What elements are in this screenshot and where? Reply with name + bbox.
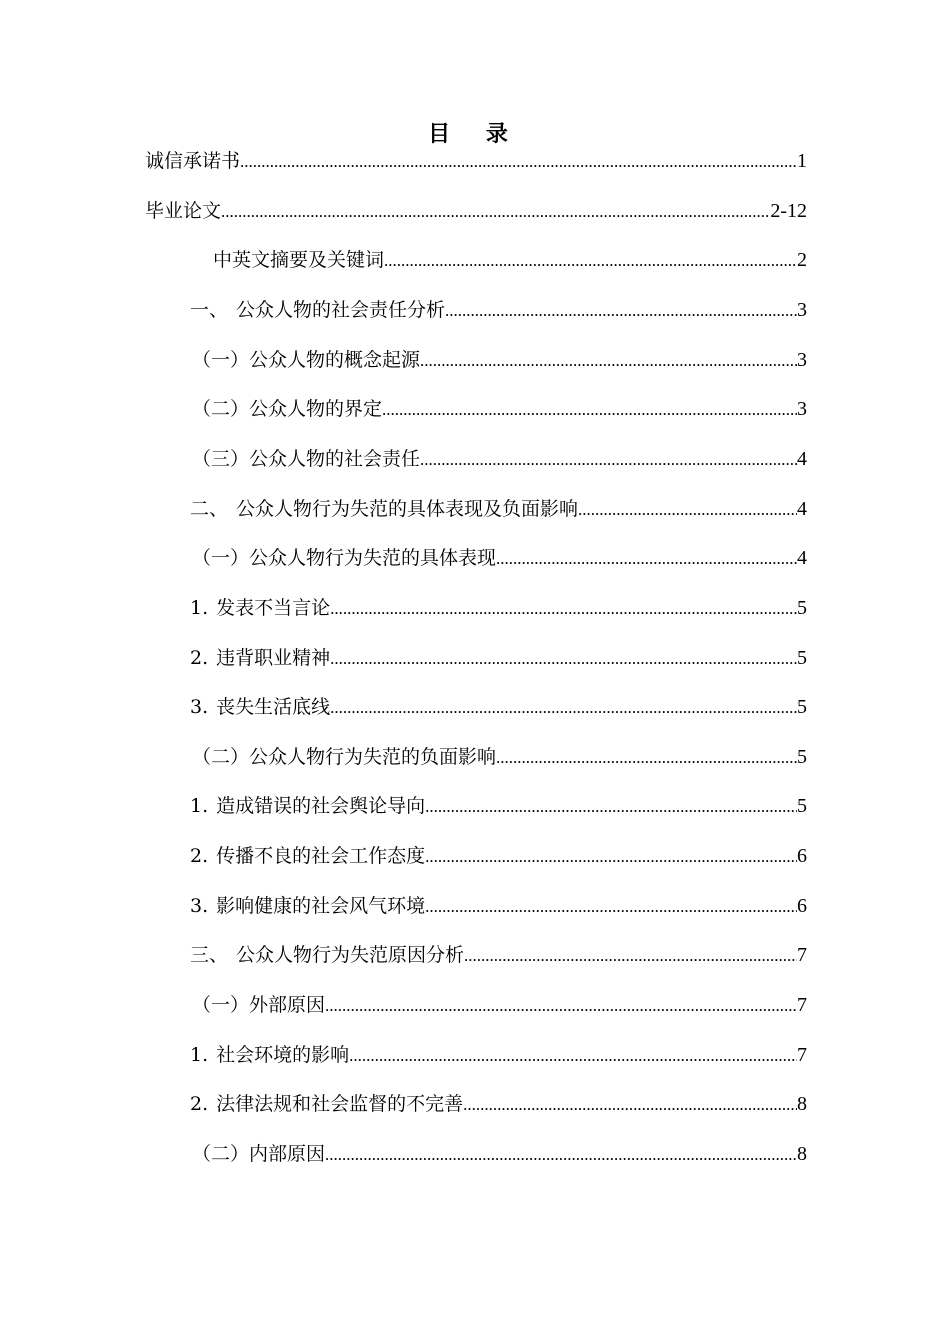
toc-entry [190, 446, 807, 473]
toc-entry-number: 1. [190, 596, 209, 619]
toc-entry-title: 传播不良的社会工作态度 [216, 845, 426, 868]
toc-leader-dots [425, 894, 797, 920]
toc-entry-title: 公众人物行为失范原因分析 [236, 944, 465, 967]
toc-leader-dots [445, 298, 797, 324]
toc-entry [190, 396, 807, 423]
toc-entry-title: 公众人物行为失范的具体表现 [249, 547, 497, 570]
toc-entry [213, 247, 807, 274]
toc-entry-number: 1. [190, 795, 209, 818]
toc-entry-page: 3 [797, 348, 807, 371]
toc-entry-page: 7 [797, 1043, 807, 1066]
toc-entry-title: 毕业论文 [145, 199, 222, 222]
toc-entry-number: 一、 [190, 298, 229, 321]
toc-entry-title: 诚信承诺书 [145, 150, 241, 172]
toc-entry-number: 三、 [190, 944, 229, 967]
toc-leader-dots [384, 248, 797, 274]
toc-entry [145, 148, 807, 175]
toc-entry-number: 2. [190, 1093, 209, 1116]
toc-entry [190, 744, 807, 771]
toc-entry-number: （二） [192, 745, 250, 768]
toc-entry-title: 丧失生活底线 [216, 696, 331, 719]
toc-entry-number: （二） [192, 1143, 250, 1165]
toc-entry-page: 4 [797, 547, 807, 570]
toc-entry-page: 4 [797, 497, 807, 520]
toc-entry [190, 645, 807, 672]
toc-leader-dots [496, 745, 797, 771]
toc-entry-page: 5 [797, 696, 807, 719]
toc-entry [190, 694, 807, 721]
toc-leader-dots [325, 1142, 797, 1168]
toc-entry-title: 公众人物的概念起源 [249, 348, 421, 371]
toc-entry-page: 4 [797, 447, 807, 470]
toc-entry-title: 公众人物行为失范的具体表现及负面影响 [236, 497, 579, 520]
toc-entry-number: 1. [190, 1043, 209, 1066]
toc-entry-number: （一） [192, 348, 250, 371]
toc-entry-page: 5 [797, 646, 807, 669]
toc-entry [190, 496, 807, 523]
toc-entry-page: 8 [797, 1093, 807, 1116]
toc-entry-title: 造成错误的社会舆论导向 [216, 795, 426, 818]
toc-entry-number: 2. [190, 646, 209, 669]
toc-entry [190, 545, 807, 572]
toc-entry-page: 1 [797, 150, 807, 172]
toc-entry [190, 893, 807, 920]
toc-entry [190, 793, 807, 820]
page-title: 目 录 [428, 122, 522, 147]
toc-entry-page: 6 [797, 845, 807, 868]
toc-entry-page: 5 [797, 795, 807, 818]
toc-entry-number: （一） [192, 994, 250, 1017]
toc-entry-page: 7 [797, 944, 807, 967]
toc-entry-title: 公众人物的社会责任 [249, 447, 421, 470]
toc-leader-dots [382, 397, 797, 423]
toc-entry-page: 2 [797, 249, 807, 272]
toc-entry [190, 1141, 807, 1168]
toc-leader-dots [496, 546, 797, 572]
toc-entry [190, 1091, 807, 1118]
toc-entry-title: 违背职业精神 [216, 646, 331, 669]
toc-entry-number: 3. [190, 894, 209, 917]
toc-entry-number: 二、 [190, 497, 229, 520]
toc-entry-page: 3 [797, 398, 807, 421]
toc-entry-page: 8 [797, 1143, 807, 1165]
toc-leader-dots [463, 1092, 797, 1118]
toc-entry-number: （一） [192, 547, 250, 570]
toc-entry-title: 公众人物的界定 [249, 398, 383, 421]
toc-entry-title: 外部原因 [249, 994, 326, 1017]
toc-entry-title: 公众人物行为失范的负面影响 [249, 745, 497, 768]
toc-entry [190, 347, 807, 374]
toc-entry-number: 3. [190, 696, 209, 719]
toc-leader-dots [578, 497, 797, 523]
toc-entry-title: 内部原因 [249, 1143, 326, 1165]
toc-entry-page: 3 [797, 298, 807, 321]
toc-entry-number: 2. [190, 845, 209, 868]
toc-leader-dots [420, 447, 797, 473]
toc-leader-dots [425, 794, 797, 820]
toc-entry-title: 影响健康的社会风气环境 [216, 894, 426, 917]
toc-entry-page: 5 [797, 745, 807, 768]
toc-entry [190, 843, 807, 870]
toc-entry [190, 1042, 807, 1069]
toc-entry [190, 992, 807, 1019]
toc-entry [190, 297, 807, 324]
toc-leader-dots [240, 149, 797, 175]
toc-entry [190, 942, 807, 969]
toc-entry-page: 5 [797, 596, 807, 619]
toc-entry [190, 595, 807, 622]
toc-leader-dots [425, 844, 797, 870]
toc-entry-title: 社会环境的影响 [216, 1043, 350, 1066]
toc-entry-page: 7 [797, 994, 807, 1017]
toc-entry-title: 发表不当言论 [216, 596, 331, 619]
toc-leader-dots [464, 943, 797, 969]
toc-leader-dots [330, 646, 797, 672]
toc-entry-title: 法律法规和社会监督的不完善 [216, 1093, 464, 1116]
toc-leader-dots [349, 1043, 797, 1069]
toc-leader-dots [330, 596, 797, 622]
toc-leader-dots [221, 199, 770, 225]
toc-entry-number: （三） [192, 447, 250, 470]
toc-entry-title: 公众人物的社会责任分析 [236, 298, 446, 321]
toc-entry-page: 2-12 [770, 199, 807, 222]
toc-leader-dots [420, 348, 797, 374]
toc-entry [145, 198, 807, 225]
toc-entry-page: 6 [797, 894, 807, 917]
toc-entry-title: 中英文摘要及关键词 [213, 249, 385, 272]
toc-leader-dots [330, 695, 797, 721]
toc-entry-number: （二） [192, 398, 250, 421]
toc-leader-dots [325, 993, 797, 1019]
